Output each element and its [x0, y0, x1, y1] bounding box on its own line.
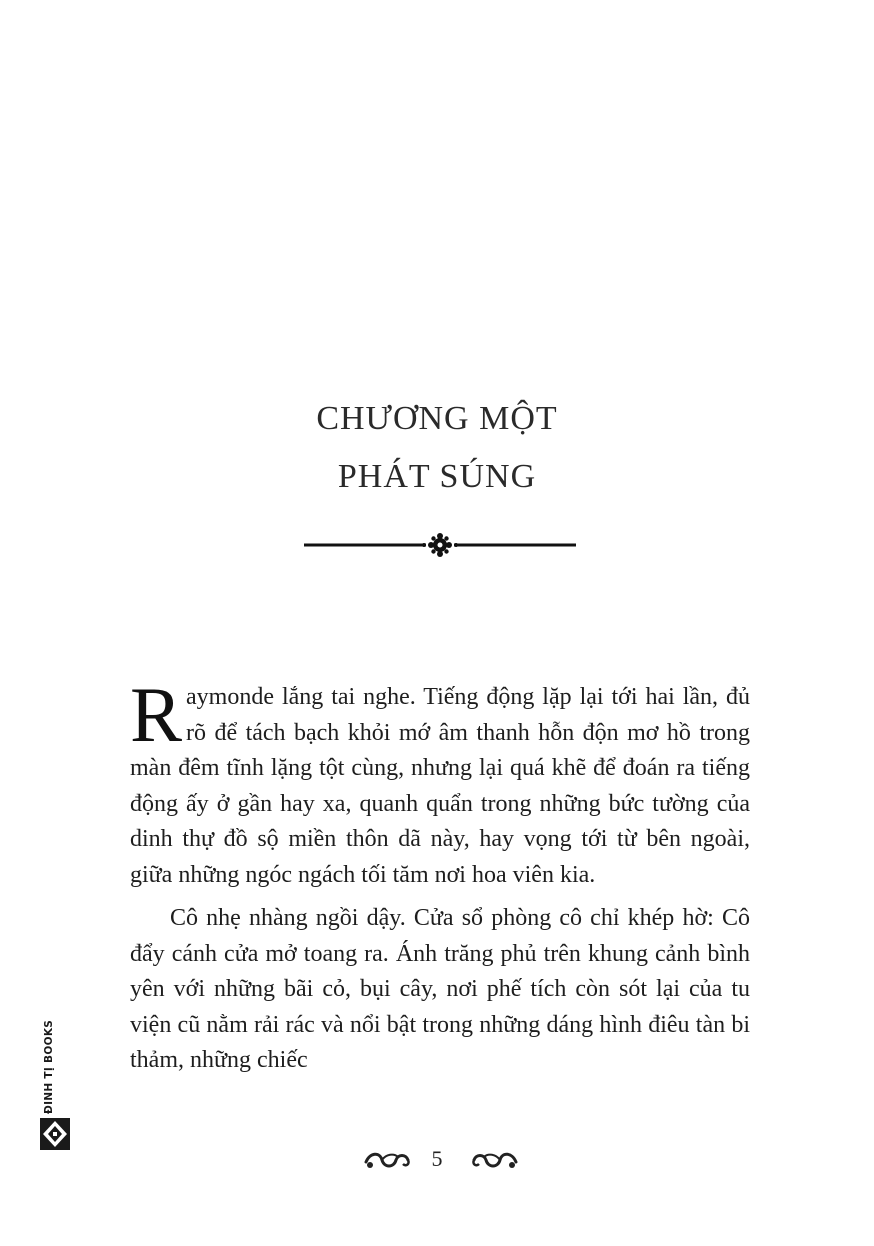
- drop-cap: R: [130, 671, 183, 758]
- chapter-title: PHÁT SÚNG: [337, 458, 537, 495]
- publisher-emblem-icon: [40, 1118, 70, 1150]
- paragraph-1: [130, 671, 750, 893]
- divider-ornament-icon: [304, 530, 576, 560]
- chapter-number: CHƯƠNG MỘT: [316, 400, 558, 437]
- page-number: 5: [431, 1146, 443, 1171]
- publisher-name: ĐINH TỊ BOOKS: [43, 1019, 55, 1114]
- right-swirl-ornament-icon: [470, 1148, 518, 1172]
- paragraph-2: Cô nhẹ nhàng ngồi dậy. Cửa sổ phòng cô chỉ khép hờ: Cô đẩy cánh cửa mở toang ra. Ánh trăng phủ trên khung cảnh bình yên với những bãi cỏ, bụi cây, nơi phế tích còn sót lại của tu viện cũ nằm rải rác và nổi bật trong những dáng hình điêu tàn bi thảm, những chiếc: [130, 905, 750, 1073]
- page-footer: [0, 1144, 874, 1176]
- publisher-logo: [38, 1019, 72, 1152]
- chapter-body: [130, 671, 750, 1079]
- paragraph-1-text: aymonde lắng tai nghe. Tiếng động lặp lại tới hai lần, đủ rõ để tách bạch khỏi mớ âm thanh hỗn độn mơ hồ trong màn đêm tĩnh lặng tột cùng, nhưng lại quá khẽ để đoán ra tiếng động ấy ở gần hay xa, quanh quẩn trong những bức tường của dinh thự đồ sộ miền thôn dã này, hay vọng tới từ bên ngoài, giữa những ngóc ngách tối tăm nơi hoa viên kia.: [130, 684, 750, 888]
